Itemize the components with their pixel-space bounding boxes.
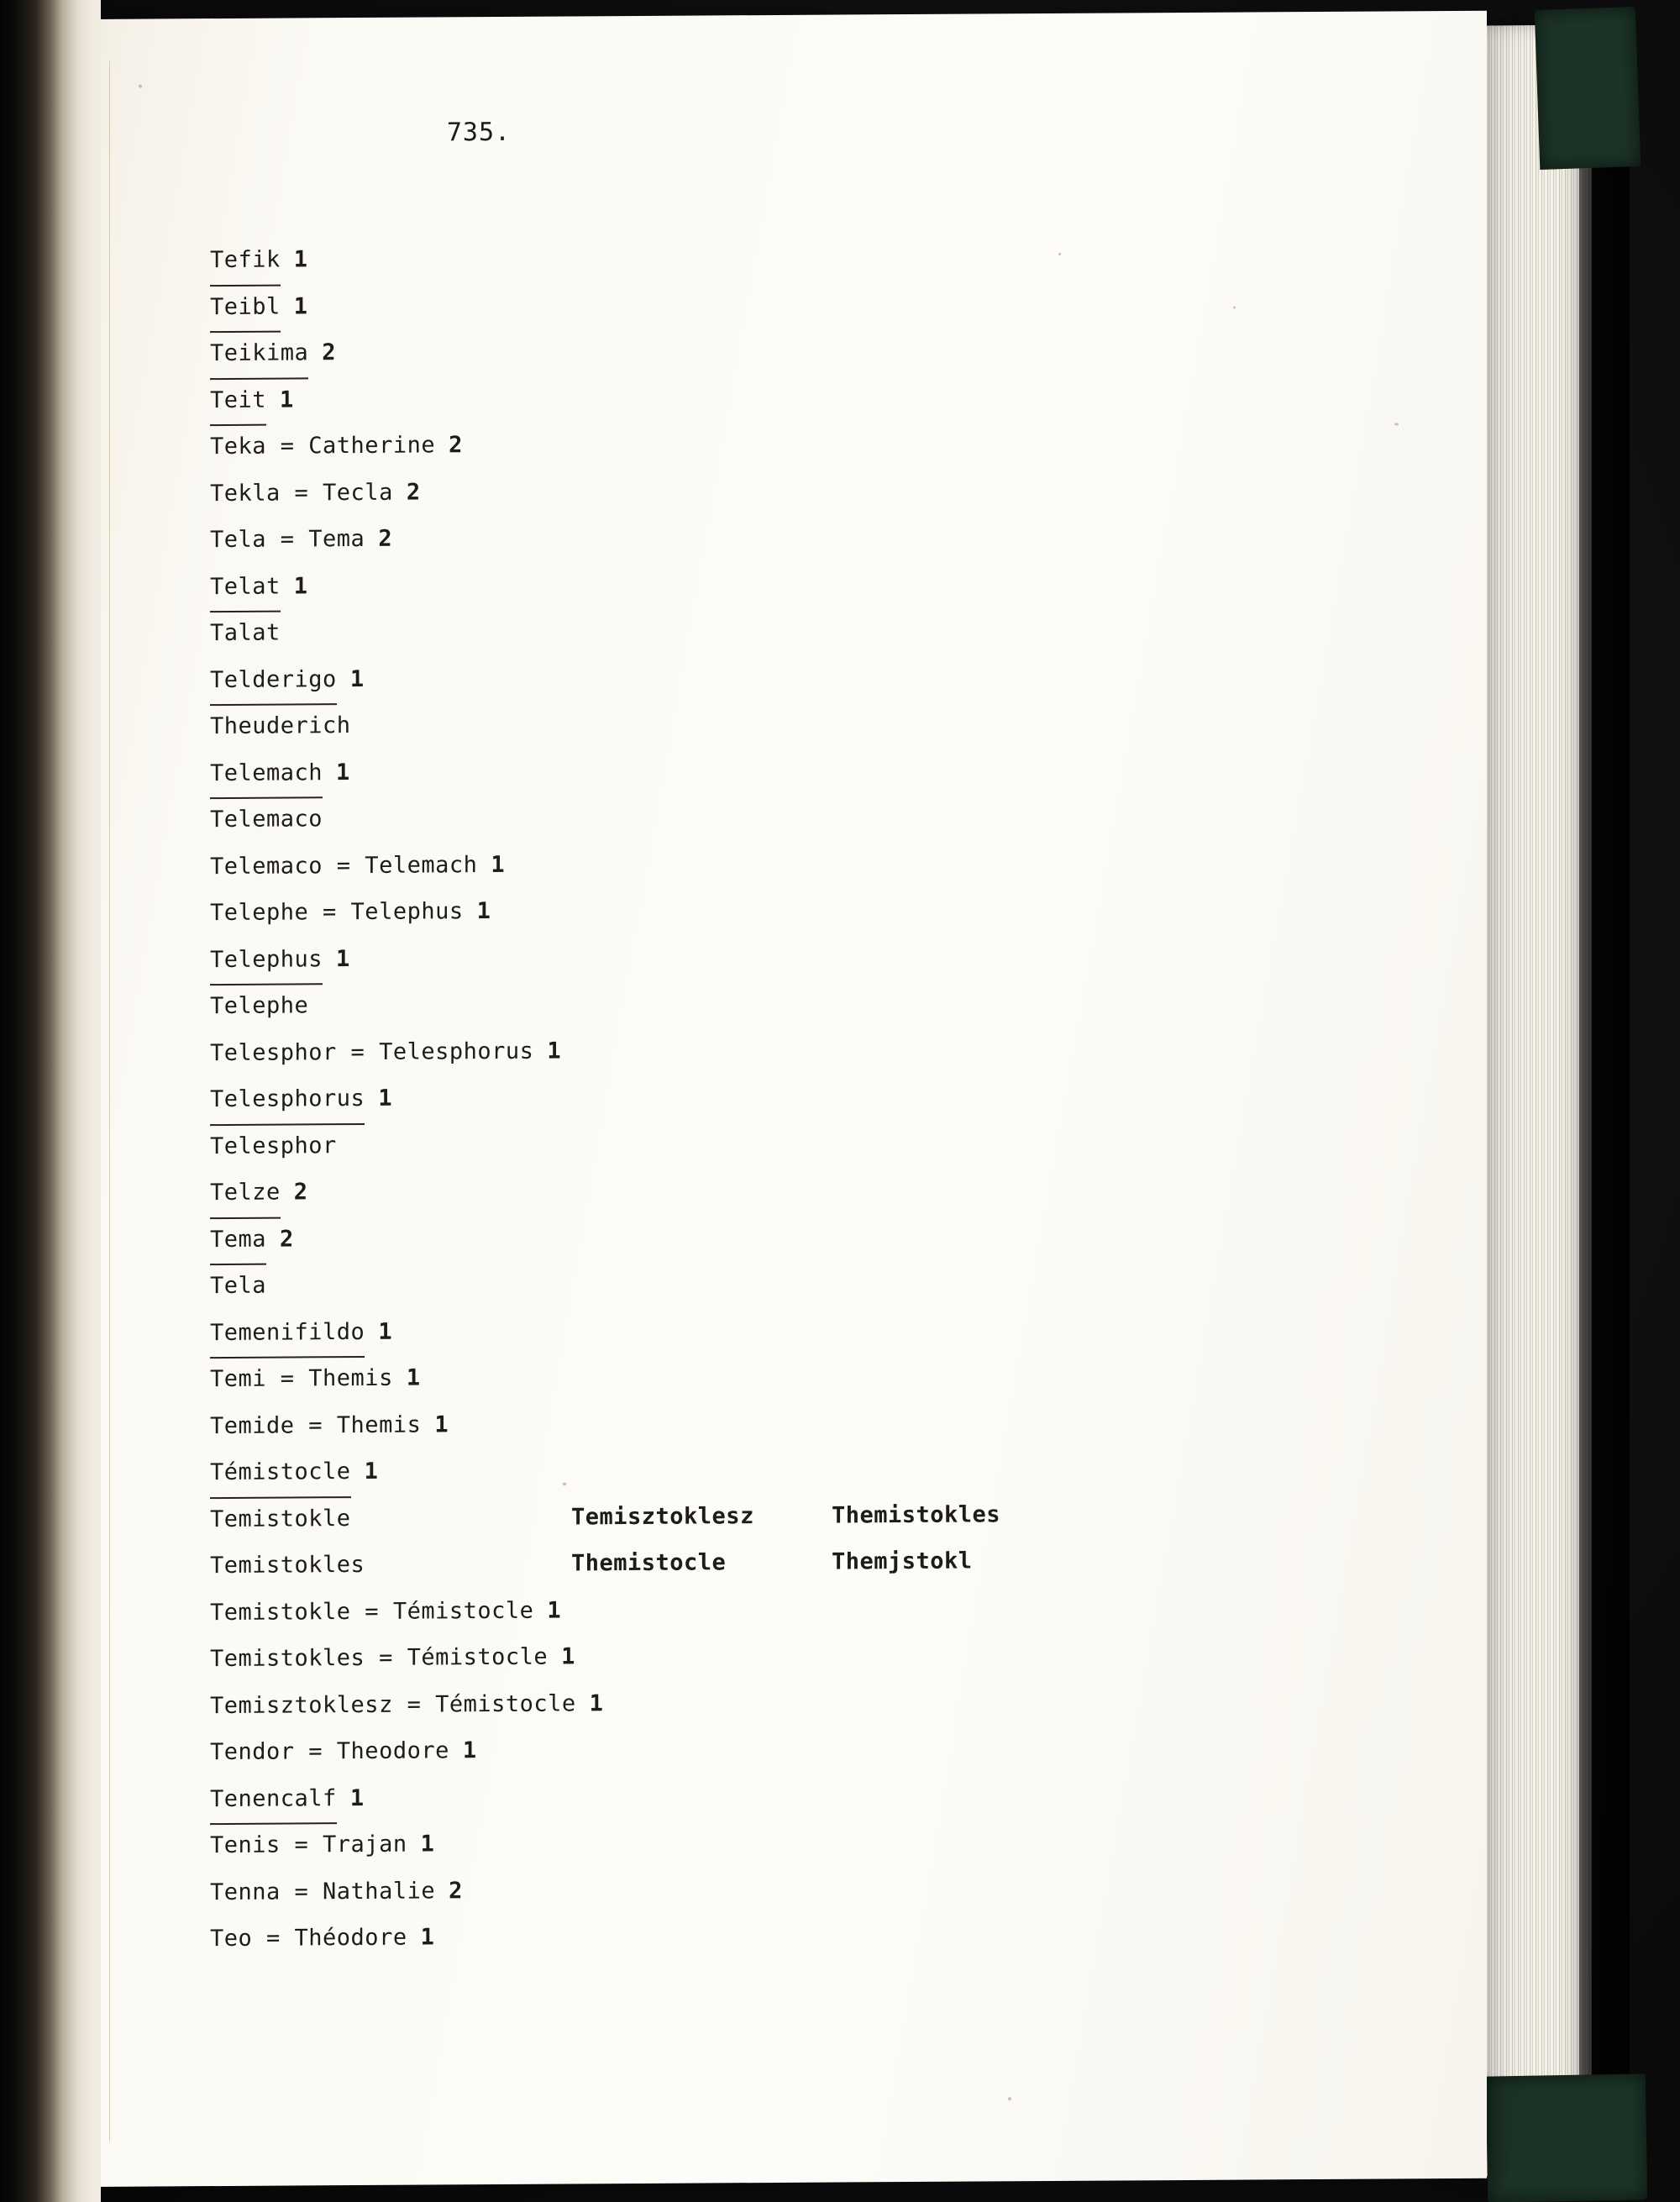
entry-count: 1: [420, 1924, 435, 1951]
entry-count: 2: [406, 479, 421, 506]
entry-count: 1: [349, 1784, 365, 1811]
entry-count: 1: [293, 292, 308, 319]
entry-headword: Telephe = Telephus: [210, 898, 464, 927]
index-entry-row: [210, 416, 1453, 470]
index-entry-row: [210, 882, 1453, 937]
entry-count: 1: [336, 759, 350, 786]
entry-headword: Telesphor: [210, 1132, 337, 1159]
entry-headword: Temistokle: [210, 1505, 351, 1532]
entry-headword: Teikima: [210, 329, 308, 379]
index-entry-row: [210, 1862, 1453, 1916]
entry-variant-column-2: Temisztoklesz: [571, 1502, 754, 1530]
entry-headword: Tendor = Theodore: [210, 1737, 449, 1766]
entry-headword: Temistokle = Témistocle: [210, 1597, 534, 1626]
entry-headword: Tenencalf: [210, 1775, 337, 1825]
entry-headword: Tenis = Trajan: [210, 1831, 407, 1859]
entry-headword: Tenna = Nathalie: [210, 1877, 436, 1905]
index-entry-list: [210, 229, 1453, 1963]
index-entry-row: [210, 1395, 1453, 1450]
entry-headword: Telze: [210, 1169, 281, 1219]
entry-headword: Telemach: [210, 749, 323, 799]
index-entry-row: [210, 1069, 1453, 1123]
entry-variant-column-3: Themjstokl: [832, 1548, 973, 1575]
entry-count: 1: [406, 1364, 421, 1391]
entry-count: 1: [462, 1737, 477, 1764]
entry-count: 2: [322, 339, 337, 366]
index-entry-row: [210, 509, 1453, 564]
entry-headword: Temisztoklesz = Témistocle: [210, 1690, 576, 1719]
entry-count: 2: [378, 525, 393, 552]
entry-headword: Teo = Théodore: [210, 1924, 407, 1952]
entry-headword: Teka = Catherine: [210, 432, 436, 460]
index-entry-row: [210, 1535, 1453, 1590]
entry-count: 1: [420, 1831, 435, 1858]
entry-headword: Teibl: [210, 283, 281, 333]
index-entry-row: [210, 1721, 1453, 1776]
entry-headword: Temistokles: [210, 1551, 365, 1579]
index-entry-row: [210, 323, 1453, 377]
entry-count: 1: [378, 1085, 393, 1112]
entry-headword: Telephe: [210, 992, 309, 1020]
entry-headword: Tela: [210, 1272, 267, 1300]
entry-headword: Telemaco = Telemach: [210, 851, 478, 880]
index-entry-row: [210, 696, 1453, 750]
entry-headword: Tela = Tema: [210, 525, 365, 554]
index-entry-row: [210, 929, 1453, 984]
entry-headword: Tema: [210, 1216, 266, 1265]
index-entry-row: [210, 1675, 1453, 1730]
index-entry-row: [210, 1768, 1453, 1823]
index-entry-row: [210, 276, 1453, 331]
index-entry-row: [210, 1582, 1453, 1637]
book-edge-shadow: [1579, 17, 1630, 2184]
index-entry-row: [210, 836, 1453, 891]
index-entry-row: [210, 1489, 1453, 1543]
entry-count: 1: [364, 1458, 379, 1485]
book-cover-corner-bottom: [1486, 2073, 1648, 2202]
index-entry-row: [210, 1022, 1453, 1077]
index-entry-row: [210, 1209, 1453, 1264]
entry-count: 1: [378, 1318, 393, 1345]
index-entry-row: [210, 370, 1453, 424]
entry-headword: Temistokles = Témistocle: [210, 1643, 549, 1673]
entry-count: 1: [589, 1690, 604, 1716]
entry-headword: Tekla = Tecla: [210, 479, 393, 507]
index-entry-row: [210, 1162, 1453, 1217]
entry-headword: Témistocle: [210, 1448, 351, 1499]
entry-count: 1: [561, 1643, 575, 1670]
entry-count: 2: [280, 1225, 294, 1253]
entry-headword: Tefik: [210, 237, 281, 286]
page-number: 735.: [446, 117, 512, 148]
entry-headword: Temi = Themis: [210, 1364, 393, 1393]
entry-count: 1: [476, 898, 491, 925]
index-entry-row: [210, 649, 1453, 704]
entry-headword: Telesphor = Telesphorus: [210, 1038, 534, 1066]
entry-count: 1: [547, 1597, 562, 1624]
index-entry-row: [210, 1302, 1453, 1357]
entry-count: 2: [449, 1877, 463, 1904]
page-content: [59, 11, 1487, 2187]
entry-count: 1: [547, 1038, 562, 1064]
entry-headword: Theuderich: [210, 712, 351, 740]
entry-headword: Telemaco: [210, 806, 323, 833]
index-entry-row: [210, 1628, 1453, 1683]
entry-count: 2: [449, 432, 463, 459]
entry-headword: Talat: [210, 619, 281, 647]
entry-count: 1: [349, 665, 365, 692]
entry-headword: Telephus: [210, 936, 323, 985]
index-entry-row: [210, 1255, 1453, 1310]
entry-headword: Temenifildo: [210, 1308, 365, 1359]
index-entry-row: [210, 1815, 1453, 1869]
entry-count: 1: [280, 386, 294, 413]
index-entry-row: [210, 602, 1453, 657]
entry-headword: Telat: [210, 563, 281, 612]
index-entry-row: [210, 463, 1453, 518]
book-cover-corner-top: [1535, 7, 1641, 170]
index-entry-row: [210, 1442, 1453, 1496]
index-entry-row: [210, 1908, 1453, 1963]
index-entry-row: [210, 556, 1453, 611]
entry-headword: Temide = Themis: [210, 1411, 422, 1439]
index-entry-row: [210, 1348, 1453, 1403]
index-entry-row: [210, 975, 1453, 1030]
entry-count: 1: [434, 1411, 449, 1437]
entry-count: 1: [293, 572, 308, 599]
entry-count: 1: [491, 851, 506, 878]
entry-count: 1: [336, 945, 350, 972]
entry-count: 2: [293, 1179, 308, 1206]
index-entry-row: [210, 743, 1453, 797]
entry-count: 1: [293, 246, 308, 273]
index-entry-row: [210, 229, 1453, 284]
entry-variant-column-3: Themistokles: [832, 1500, 1001, 1529]
entry-variant-column-2: Themistocle: [571, 1549, 727, 1577]
entry-headword: Telesphorus: [210, 1075, 365, 1126]
entry-headword: Teit: [210, 376, 266, 426]
index-entry-row: [210, 1116, 1453, 1170]
index-entry-row: [210, 789, 1453, 843]
entry-headword: Telderigo: [210, 656, 337, 706]
